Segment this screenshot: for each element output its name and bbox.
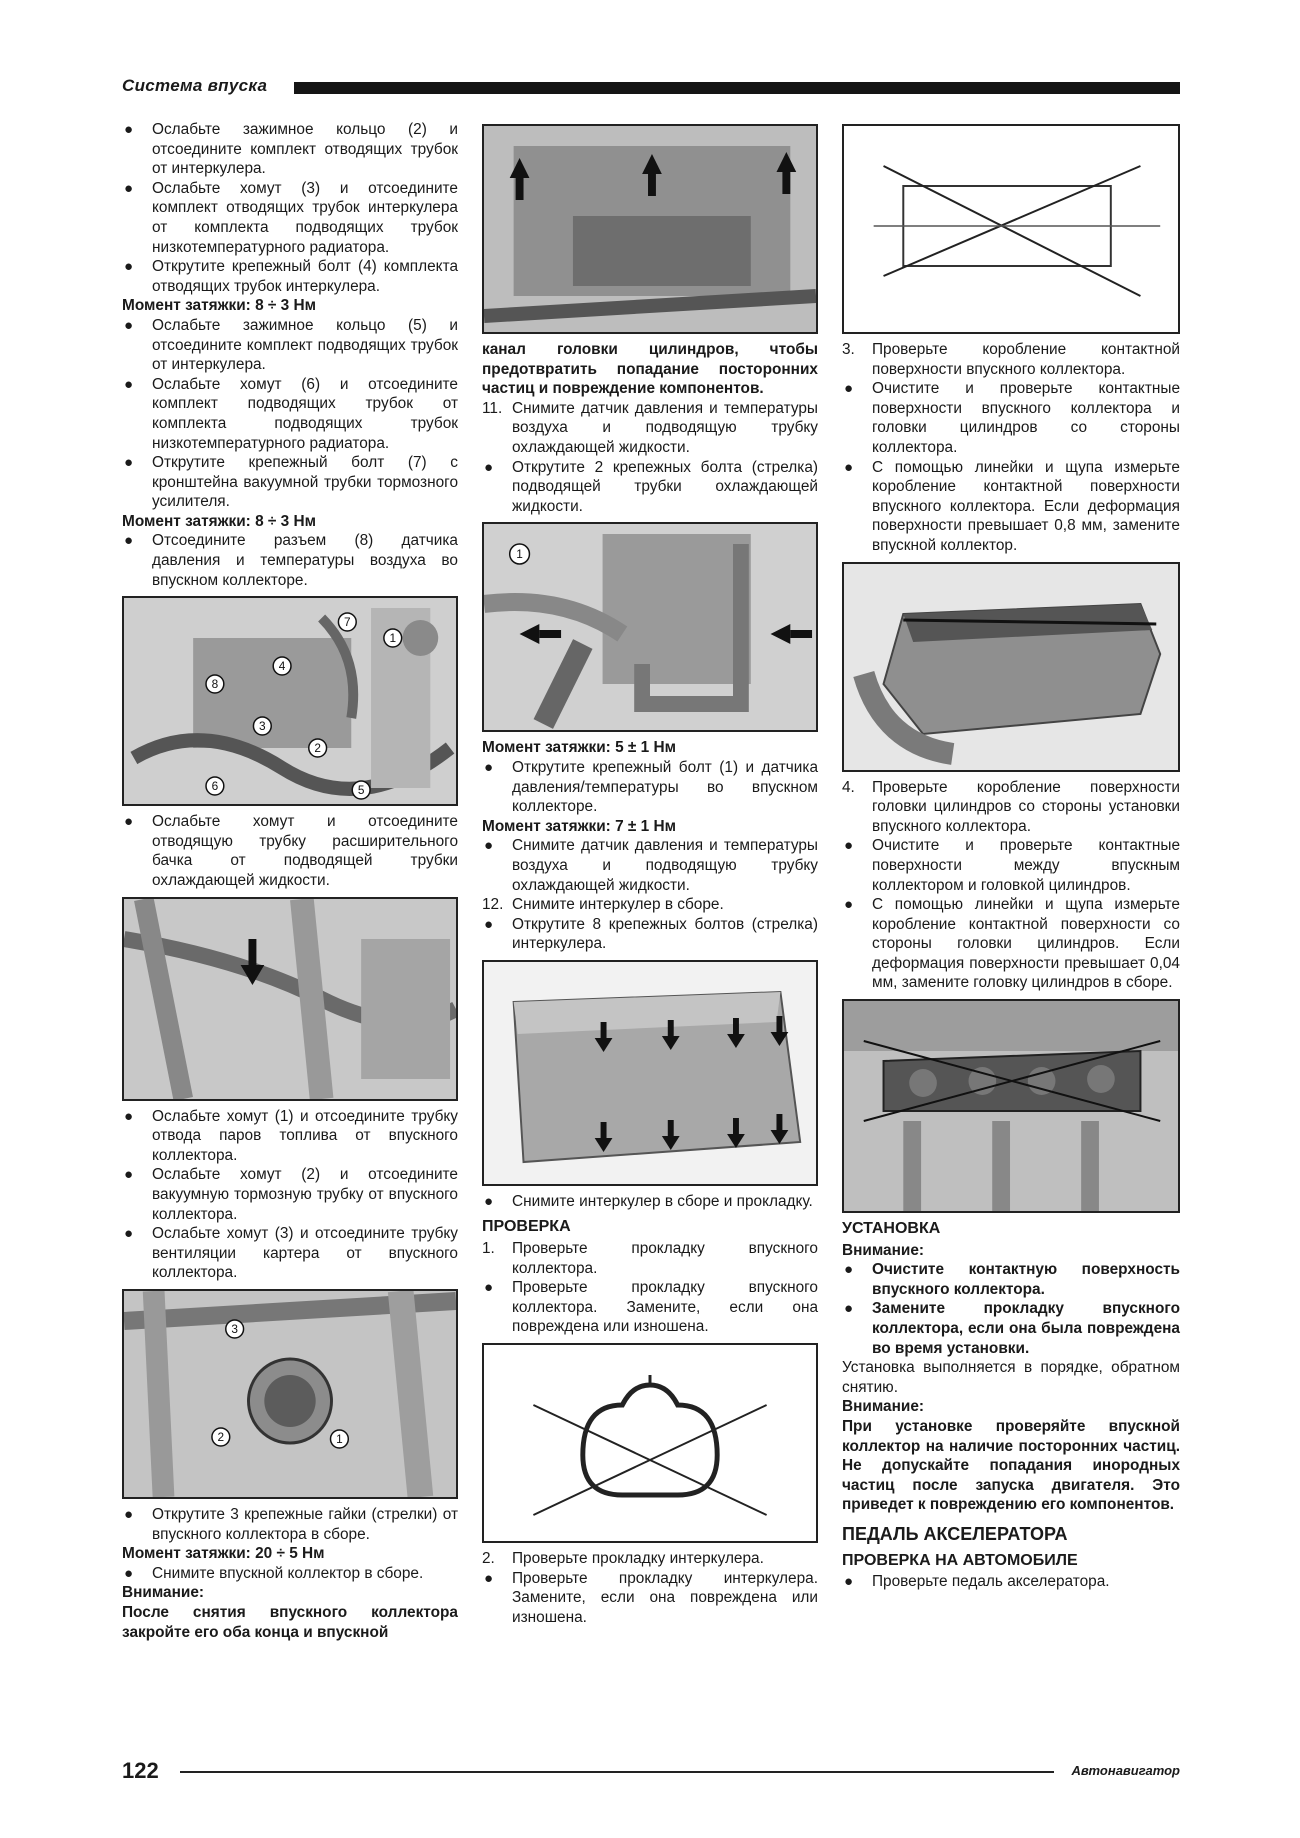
list-item: ● Ослабьте хомут (1) и отсоедините трубку отвода паров топлива от впускного коллектора. [124, 1107, 458, 1164]
figure-cylinder-head [842, 999, 1180, 1213]
torque-spec: Момент затяжки: 8 ÷ 3 Нм [122, 297, 316, 315]
warning-text: После снятия впускного коллектора закройте его оба конца и впускной [122, 1603, 458, 1641]
list-item: ● Очистите и проверьте контактные поверхности впускного коллектора и головки цилиндров со стороны коллектора. [844, 380, 1180, 456]
callout-label: 6 [211, 779, 219, 794]
callout-label: 3 [231, 1321, 238, 1336]
header-bar [294, 82, 1180, 94]
numbered-step: 11. Снимите датчик давления и температуры воздуха и подводящую трубку охлаждающей жидкости. [482, 399, 818, 456]
bullet-icon: ● [484, 1569, 494, 1587]
callout-label: 2 [217, 1429, 225, 1444]
callout-label: 1 [389, 631, 397, 646]
list-item: ● Очистите контактную поверхность впускного коллектора. [844, 1261, 1180, 1298]
numbered-step: 4. Проверьте коробление поверхности головки цилиндров со стороны установки впускного коллектора. [842, 778, 1180, 835]
figure-manifold-check [842, 562, 1180, 772]
figure-coolant-pipe [482, 522, 818, 732]
list-item: ● Открутите крепежный болт (1) и датчика давления/температуры во впускном коллекторе. [484, 758, 818, 816]
section-title: Система впуска [122, 76, 268, 95]
bullet-icon: ● [844, 896, 854, 914]
list-item: ● Ослабьте хомут (3) и отсоедините комплект отводящих трубок интеркулера от комплекта подводящих трубок низкотемпературного радиатора. [124, 179, 458, 256]
section-heading: УСТАНОВКА [842, 1220, 941, 1238]
figure-head-channel [482, 124, 818, 334]
callout-label: 1 [516, 547, 523, 562]
numbered-step: 3. Проверьте коробление контактной поверхности впускного коллектора. [842, 341, 1180, 378]
bullet-icon: ● [844, 458, 854, 476]
footer-rule [180, 1771, 1054, 1773]
bullet-icon: ● [484, 837, 494, 855]
list-item: ● С помощью линейки и щупа измерьте коробление контактной поверхности впускного коллектора. Если деформация поверхности превышает 0,8 мм, замените впускной коллектор. [844, 458, 1180, 554]
section-heading: ПРОВЕРКА [482, 1218, 571, 1236]
callout-label: 7 [344, 615, 351, 630]
list-item: ● Открутите 2 крепежных болта (стрелка) подводящей трубки охлаждающей жидкости. [484, 458, 818, 515]
bullet-icon: ● [844, 1300, 854, 1318]
bullet-icon: ● [844, 1261, 854, 1279]
bullet-icon: ● [124, 1505, 134, 1523]
install-text: Установка выполняется в порядке, обратном снятию. [842, 1359, 1180, 1396]
step-number: 2. [482, 1550, 495, 1568]
torque-spec: Момент затяжки: 20 ÷ 5 Нм [122, 1545, 325, 1563]
list-item: ● Ослабьте зажимное кольцо (2) и отсоедините комплект отводящих трубок от интеркулера. [124, 121, 458, 178]
figure-engine-hoses [122, 596, 458, 806]
list-item: ● Проверьте педаль акселератора. [844, 1573, 1110, 1591]
bullet-icon: ● [124, 1564, 134, 1582]
head-channel-illustration [484, 126, 816, 332]
manifold-check-illustration [844, 564, 1178, 770]
bullet-icon: ● [124, 1225, 134, 1243]
callout-label: 2 [314, 741, 321, 756]
bullet-icon: ● [484, 1192, 494, 1210]
page-footer [122, 1758, 1180, 1788]
bullet-icon: ● [484, 915, 494, 933]
torque-spec: Момент затяжки: 5 ± 1 Нм [482, 739, 676, 757]
numbered-step: 1. Проверьте прокладку впускного коллектора. [482, 1240, 818, 1277]
bullet-icon: ● [844, 380, 854, 398]
warning-title: Внимание: [842, 1241, 925, 1259]
list-item: ● Проверьте прокладку впускного коллектора. Замените, если она повреждена или изношена. [484, 1279, 818, 1336]
figure-throttle-body [122, 1289, 458, 1499]
bullet-icon: ● [124, 179, 134, 197]
warning-title: Внимание: [842, 1398, 925, 1416]
bullet-icon: ● [124, 375, 134, 393]
step-number: 4. [842, 778, 855, 796]
publisher-brand: Автонавигатор [1071, 1763, 1180, 1778]
engine-hoses-illustration [124, 598, 456, 804]
bullet-icon: ● [844, 1573, 854, 1591]
callout-label: 8 [211, 677, 219, 692]
bullet-icon: ● [124, 258, 134, 276]
list-item: ● Очистите и проверьте контактные поверхности между впускным коллектором и головкой цилиндров. [844, 837, 1180, 894]
bullet-icon: ● [124, 454, 134, 472]
callout-label: 5 [357, 783, 365, 798]
throttle-body-illustration [124, 1291, 456, 1497]
intercooler-illustration [484, 962, 816, 1184]
numbered-step: 2. Проверьте прокладку интеркулера. [482, 1550, 764, 1568]
list-item: ● Проверьте прокладку интеркулера. Замените, если она повреждена или изношена. [484, 1569, 818, 1626]
torque-spec: Момент затяжки: 8 ÷ 3 Нм [122, 512, 316, 530]
numbered-step: 12. Снимите интеркулер в сборе. [482, 896, 724, 914]
column-2 [482, 120, 818, 1627]
callout-label: 4 [278, 659, 286, 674]
list-item: ● Открутите крепежный болт (7) с кронштейна вакуумной трубки тормозного усилителя. [124, 454, 458, 511]
list-item: ● Ослабьте зажимное кольцо (5) и отсоедините комплект подводящих трубок от интеркулера. [124, 316, 458, 374]
bullet-icon: ● [484, 758, 494, 776]
step-number: 11. [482, 399, 503, 417]
bullet-icon: ● [484, 458, 494, 476]
list-item: ● Снимите датчик давления и температуры воздуха и подводящую трубку охлаждающей жидкости. [484, 837, 818, 894]
figure-gasket [482, 1343, 818, 1543]
list-item: ● Открутите 8 крепежных болтов (стрелка) интеркулера. [484, 915, 818, 953]
figure-intercooler [482, 960, 818, 1186]
callout-label: 1 [336, 1431, 343, 1446]
torque-spec: Момент затяжки: 7 ± 1 Нм [482, 817, 676, 835]
callout-label: 3 [259, 719, 266, 734]
warning-continuation: канал головки цилиндров, чтобы предотвратить попадание посторонних частиц и повреждение компонентов. [482, 341, 818, 398]
list-item: ● Снимите впускной коллектор в сборе. [124, 1564, 424, 1582]
step-number: 3. [842, 341, 855, 358]
step-number: 1. [482, 1240, 495, 1258]
expansion-hose-illustration [124, 899, 456, 1099]
figure-straightedge-manifold [842, 124, 1180, 334]
list-item: ● Ослабьте хомут (3) и отсоедините трубку вентиляции картера от впускного коллектора. [124, 1225, 458, 1282]
bullet-icon: ● [484, 1279, 494, 1297]
column-3 [842, 120, 1180, 1592]
list-item: ● Открутите 3 крепежные гайки (стрелки) от впускного коллектора в сборе. [124, 1505, 458, 1543]
warning-title: Внимание: [122, 1584, 205, 1602]
bullet-icon: ● [124, 316, 134, 334]
page-number: 122 [122, 1758, 159, 1783]
figure-expansion-hose [122, 897, 458, 1101]
cylinder-head-illustration [844, 1001, 1178, 1211]
straightedge-illustration [844, 126, 1178, 332]
bullet-icon: ● [124, 813, 134, 831]
list-item: ● Ослабьте хомут и отсоедините отводящую трубку расширительного бачка от подводящей трубки охлаждающей жидкости. [124, 813, 458, 890]
column-1 [122, 120, 458, 1642]
list-item: ● Ослабьте хомут (6) и отсоедините комплект подводящих трубок от комплекта подводящих трубок низкотемпературного радиатора. [124, 375, 458, 452]
list-item: ● Открутите крепежный болт (4) комплекта отводящих трубок интеркулера. [124, 258, 458, 295]
bullet-icon: ● [844, 837, 854, 855]
warning-text: При установке проверяйте впускной коллектор на наличие посторонних частиц. Не допускайте попадания инородных частиц после запуска двигателя. Это приведет к повреждению его компонентов. [842, 1418, 1180, 1514]
subsection-heading: ПРОВЕРКА НА АВТОМОБИЛЕ [842, 1551, 1078, 1569]
list-item: ● С помощью линейки и щупа измерьте коробление контактной поверхности со стороны головки цилиндров. Если деформация поверхности превышает 0,04 мм, замените головку цилиндров в сборе. [844, 896, 1180, 992]
bullet-icon: ● [124, 532, 134, 550]
bullet-icon: ● [124, 121, 134, 138]
list-item: ● Отсоедините разъем (8) датчика давления и температуры воздуха во впускном коллекторе. [124, 532, 458, 589]
gasket-illustration [484, 1345, 816, 1541]
list-item: ● Замените прокладку впускного коллектора, если она была повреждена во время установки. [844, 1300, 1180, 1357]
bullet-icon: ● [124, 1166, 134, 1184]
list-item: ● Ослабьте хомут (2) и отсоедините вакуумную тормозную трубку от впускного коллектора. [124, 1166, 458, 1223]
section-heading: ПЕДАЛЬ АКСЕЛЕРАТОРА [842, 1523, 1068, 1544]
page-header [122, 78, 1180, 98]
list-item: ● Снимите интеркулер в сборе и прокладку. [484, 1192, 813, 1210]
coolant-pipe-illustration [484, 524, 816, 730]
step-number: 12. [482, 896, 504, 914]
bullet-icon: ● [124, 1107, 134, 1125]
